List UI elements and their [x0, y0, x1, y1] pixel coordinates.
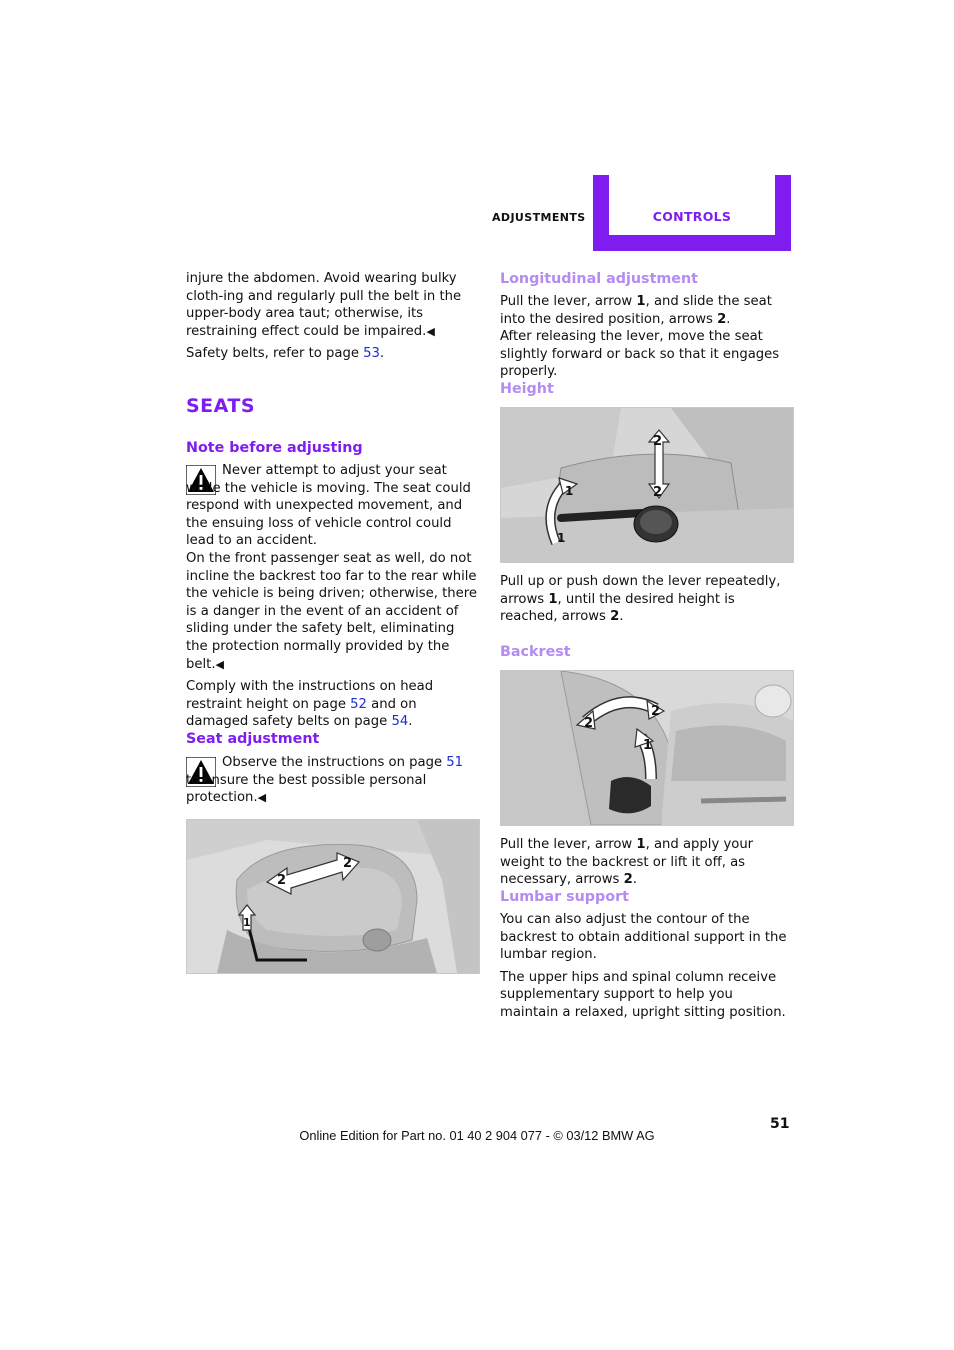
page-link-54[interactable]: 54: [391, 714, 409, 730]
arrow-label-1: 1: [557, 531, 566, 545]
arrow-label-2: 2: [584, 716, 594, 731]
arrow-label-2: 2: [651, 704, 661, 719]
seat-longitudinal-illustration: [186, 819, 480, 974]
intro-paragraph: injure the abdomen. Avoid wearing bulky cloth-ing and regularly pull the belt in the upper-body area taut; otherwise, its restraining effect could be impaired.◀: [186, 271, 462, 339]
lumbar-text-2: The upper hips and spinal column receive supplementary support to help you maintain a relaxed, upright sitting position.: [500, 969, 786, 1020]
note-block: [186, 462, 478, 731]
end-mark-icon: ◀: [215, 657, 224, 671]
seat-adjustment-heading: Seat adjustment: [186, 731, 320, 747]
arrow-label-2: 2: [653, 434, 663, 449]
longitudinal-text-2: After releasing the lever, move the seat slightly forward or back so that it engages properly.: [500, 329, 780, 380]
chapter-title: CONTROLS: [652, 209, 732, 224]
arrow-label-2: 2: [277, 873, 287, 888]
lumbar-heading: Lumbar support: [500, 889, 629, 905]
seat-height-illustration: [500, 407, 794, 563]
note-heading: Note before adjusting: [186, 440, 363, 456]
longitudinal-text: Pull the lever, arrow 1, and slide the seat into the desired position, arrows 2.: [500, 294, 772, 327]
comply-paragraph: Comply with the instructions on head restraint height on page 52 and on damaged safety belts on page 54.: [186, 679, 434, 730]
height-block: [500, 573, 792, 626]
seat-adjustment-text: Observe the instructions on page 51 to ensure the best possible personal protection.◀: [186, 755, 464, 806]
page-link-52[interactable]: 52: [350, 696, 367, 712]
height-text: Pull up or push down the lever repeatedly, arrows 1, until the desired height is reached, arrows 2.: [500, 574, 781, 625]
backrest-text: Pull the lever, arrow 1, and apply your weight to the backrest or lift it off, as necessary, arrows 2.: [500, 837, 754, 888]
arrow-label-1: 1: [565, 484, 574, 498]
belts-reference: Safety belts, refer to page 53.: [186, 346, 385, 362]
end-mark-icon: ◀: [257, 791, 267, 805]
longitudinal-block: [500, 293, 792, 381]
seat-adjustment-block: [186, 754, 478, 807]
footer-text: Online Edition for Part no. 01 40 2 904 077 - © 03/12 BMW AG: [299, 1128, 655, 1143]
arrow-label-2: 2: [653, 485, 663, 500]
note-passenger-text: On the front passenger seat as well, do not incline the backrest too far to the rear while the vehicle is being driven; otherwise, there is a danger in the event of an accident of sliding under the safety belt, eliminating the protection normally provided by the belt.◀: [186, 550, 477, 672]
height-heading: Height: [500, 381, 554, 397]
arrow-label-1: 1: [243, 916, 251, 929]
longitudinal-heading: Longitudinal adjustment: [500, 271, 699, 287]
backrest-block: [500, 836, 792, 889]
note-warning-text: Never attempt to adjust your seat while the vehicle is moving. The seat could respond with unexpected movement, and the ensuing loss of vehicle control could lead to an accident.: [186, 463, 471, 549]
arrow-label-1: 1: [643, 738, 653, 753]
left-column: [186, 270, 478, 363]
section-title: ADJUSTMENTS: [492, 211, 586, 224]
backrest-illustration: [500, 670, 794, 826]
backrest-heading: Backrest: [500, 644, 571, 660]
seats-heading: SEATS: [186, 395, 256, 417]
page-link-53[interactable]: 53: [363, 346, 380, 362]
lumbar-block: [500, 911, 792, 1022]
page-link-51[interactable]: 51: [446, 755, 464, 770]
page-number: 51: [770, 1116, 790, 1132]
end-mark-icon: ◀: [426, 324, 435, 338]
chapter-tab: [593, 175, 791, 251]
lumbar-text-1: You can also adjust the contour of the backrest to obtain additional support in the lumbar region.: [500, 912, 787, 963]
arrow-label-2: 2: [343, 856, 353, 871]
